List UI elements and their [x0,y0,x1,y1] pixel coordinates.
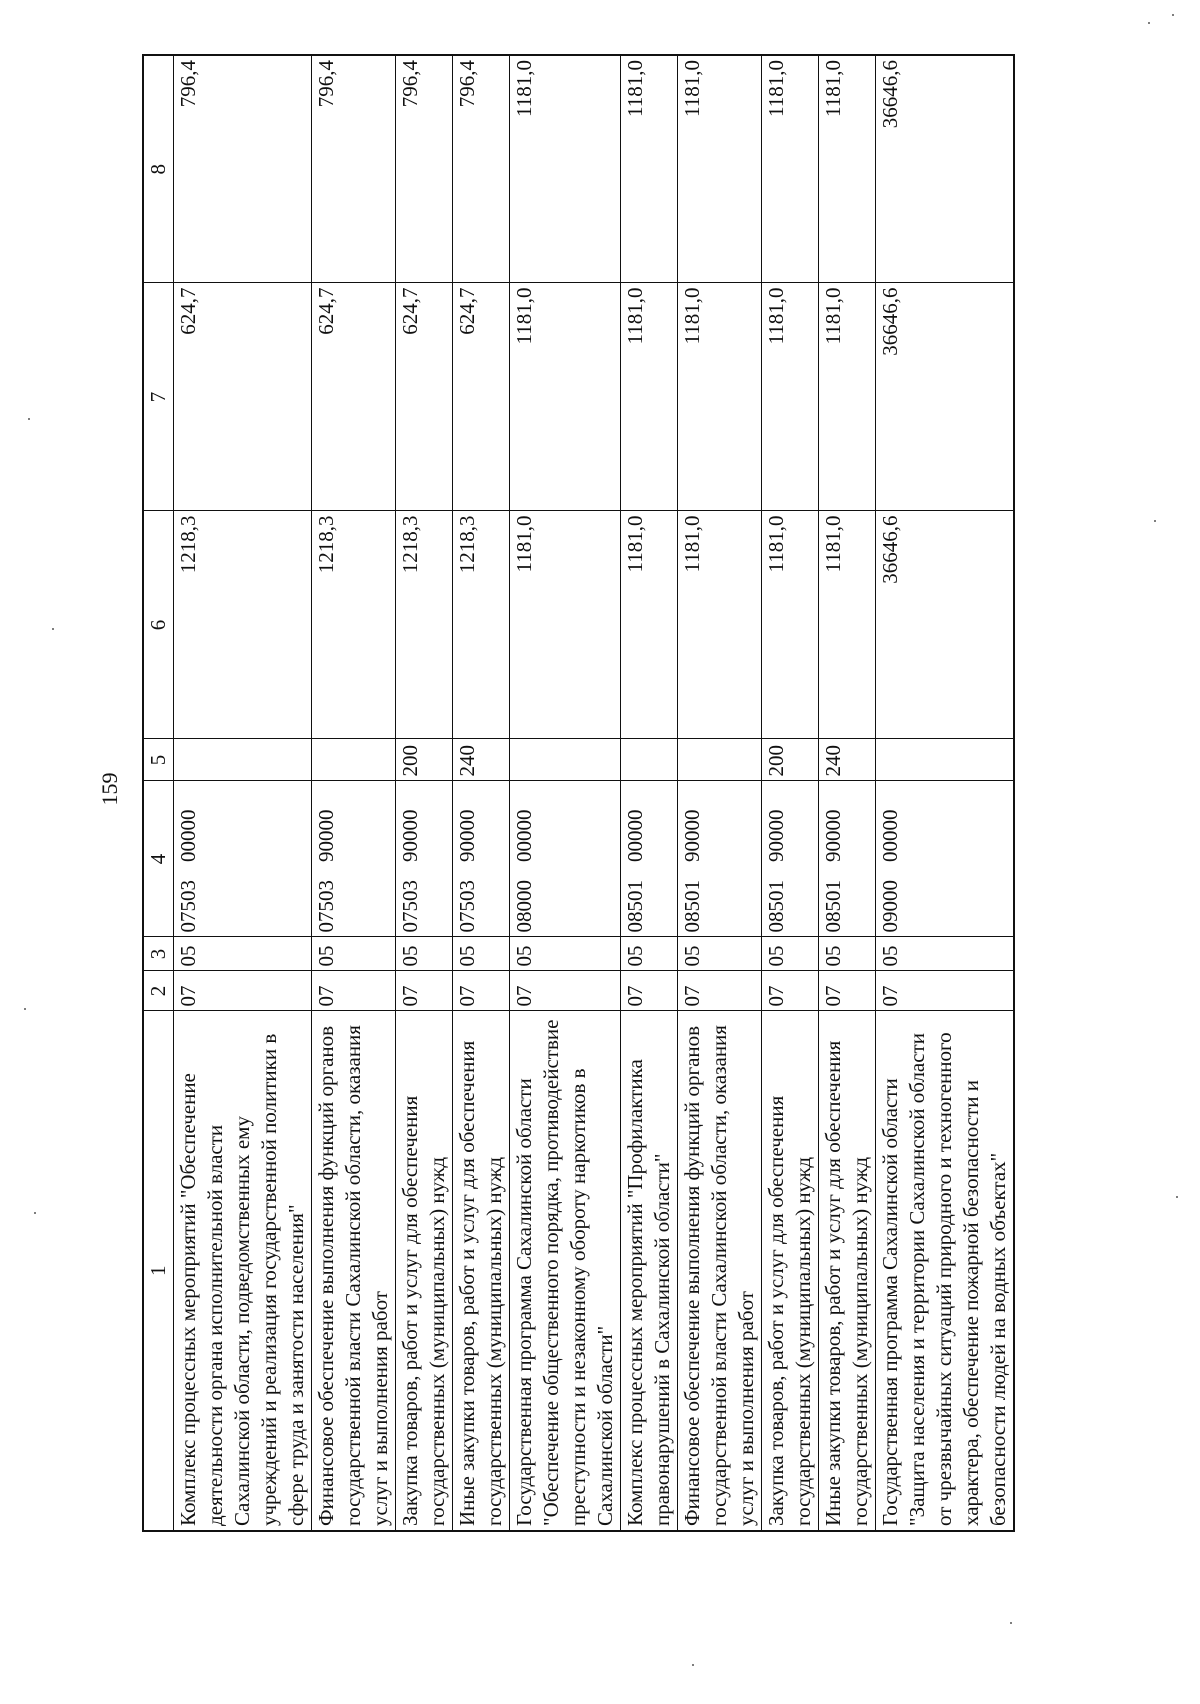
code-cell: 200 [396,739,453,781]
code-cell: 07 [876,971,1015,1011]
amount-cell: 1181,0 [819,55,876,283]
code-cell [876,781,1015,937]
header-cell: 3 [143,937,174,971]
target-article-subcode: 00000 [176,809,200,862]
table-row [396,55,453,1531]
code-cell: 05 [621,937,678,971]
name-cell: Иные закупки товаров, работ и услуг для обеспечения государственных (муниципальных) нужд [819,1011,876,1531]
code-cell: 05 [510,937,621,971]
target-article-subcode: 90000 [455,809,479,862]
name-cell: Комплекс процессных мероприятий "Обеспечение деятельности органа исполнительной власти Сахалинской области, подведомственных ему учреждений и реализация государственной политики в сфере труда и занятости населения" [174,1011,312,1531]
table-row [174,55,312,1531]
target-article-code: 07503 [176,880,200,933]
target-article-code: 07503 [314,880,338,933]
target-article-subcode: 90000 [821,809,845,862]
amount-cell: 1181,0 [510,283,621,511]
table-row [510,55,621,1531]
amount-cell: 36646,6 [876,511,1015,739]
code-cell: 07 [510,971,621,1011]
amount-cell: 796,4 [312,55,396,283]
amount-cell: 1181,0 [762,55,819,283]
code-cell: 200 [762,739,819,781]
budget-table [142,54,1015,1532]
code-cell: 05 [678,937,762,971]
target-article-code: 08501 [680,880,704,933]
amount-cell: 1181,0 [819,511,876,739]
target-article-subcode: 00000 [623,809,647,862]
target-article-subcode: 00000 [512,809,536,862]
amount-cell: 796,4 [174,55,312,283]
code-cell: 240 [819,739,876,781]
code-cell [174,739,312,781]
code-cell: 07 [453,971,510,1011]
code-cell: 07 [678,971,762,1011]
amount-cell: 1181,0 [621,283,678,511]
code-cell: 05 [819,937,876,971]
amount-cell: 1181,0 [510,55,621,283]
name-cell: Государственная программа Сахалинской области "Защита населения и территории Сахалинской области от чрезвычайных ситуаций природного и техногенного характера, обеспечение пожарной безопасности и безопасности людей на водных объектах" [876,1011,1015,1531]
target-article-subcode: 90000 [398,809,422,862]
amount-cell: 624,7 [312,283,396,511]
header-cell: 1 [143,1011,174,1531]
code-cell [312,781,396,937]
name-cell: Иные закупки товаров, работ и услуг для обеспечения государственных (муниципальных) нужд [453,1011,510,1531]
code-cell [396,781,453,937]
table-row [876,55,1015,1531]
code-cell [621,781,678,937]
code-cell: 05 [174,937,312,971]
code-cell: 07 [762,971,819,1011]
code-cell [819,781,876,937]
code-cell: 07 [621,971,678,1011]
amount-cell: 1181,0 [678,511,762,739]
table-row [762,55,819,1531]
header-cell: 6 [143,511,174,739]
name-cell: Закупка товаров, работ и услуг для обеспечения государственных (муниципальных) нужд [762,1011,819,1531]
target-article-subcode: 90000 [680,809,704,862]
amount-cell: 1218,3 [396,511,453,739]
amount-cell: 1218,3 [174,511,312,739]
amount-cell: 1181,0 [678,283,762,511]
name-cell: Комплекс процессных мероприятий "Профилактика правонарушений в Сахалинской области" [621,1011,678,1531]
amount-cell: 1181,0 [678,55,762,283]
target-article-code: 08501 [764,880,788,933]
amount-cell: 796,4 [396,55,453,283]
name-cell: Закупка товаров, работ и услуг для обеспечения государственных (муниципальных) нужд [396,1011,453,1531]
table-row [453,55,510,1531]
amount-cell: 624,7 [396,283,453,511]
amount-cell: 1181,0 [819,283,876,511]
target-article-code: 08501 [623,880,647,933]
code-cell [678,739,762,781]
code-cell [762,781,819,937]
target-article-code: 08501 [821,880,845,933]
code-cell [621,739,678,781]
rotated-table-wrapper [142,56,1010,1532]
target-article-code: 07503 [455,880,479,933]
header-cell: 4 [143,781,174,937]
code-cell: 05 [312,937,396,971]
header-cell: 8 [143,55,174,283]
target-article-subcode: 90000 [314,809,338,862]
amount-cell: 624,7 [174,283,312,511]
code-cell: 05 [396,937,453,971]
name-cell: Финансовое обеспечение выполнения функций органов государственной власти Сахалинской области, оказания услуг и выполнения работ [312,1011,396,1531]
code-cell [312,739,396,781]
amount-cell: 1181,0 [762,511,819,739]
amount-cell: 36646,6 [876,55,1015,283]
target-article-subcode: 00000 [878,809,902,862]
amount-cell: 36646,6 [876,283,1015,511]
header-cell: 7 [143,283,174,511]
amount-cell: 1181,0 [621,55,678,283]
amount-cell: 1218,3 [312,511,396,739]
code-cell: 07 [312,971,396,1011]
code-cell [510,739,621,781]
code-cell [510,781,621,937]
name-cell: Финансовое обеспечение выполнения функций органов государственной власти Сахалинской области, оказания услуг и выполнения работ [678,1011,762,1531]
code-cell [876,739,1015,781]
code-cell [174,781,312,937]
amount-cell: 1181,0 [762,283,819,511]
code-cell: 240 [453,739,510,781]
table-row [312,55,396,1531]
table-row [678,55,762,1531]
page-number: 159 [97,772,122,806]
code-cell: 07 [396,971,453,1011]
code-cell [678,781,762,937]
code-cell: 05 [762,937,819,971]
target-article-code: 08000 [512,880,536,933]
code-cell: 05 [876,937,1015,971]
header-cell: 2 [143,971,174,1011]
amount-cell: 796,4 [453,55,510,283]
amount-cell: 624,7 [453,283,510,511]
code-cell: 07 [819,971,876,1011]
code-cell: 07 [174,971,312,1011]
table-body [174,55,1015,1531]
target-article-code: 09000 [878,880,902,933]
target-article-code: 07503 [398,880,422,933]
target-article-subcode: 90000 [764,809,788,862]
name-cell: Государственная программа Сахалинской области "Обеспечение общественного порядка, противодействие преступности и незаконному обороту наркотиков в Сахалинской области" [510,1011,621,1531]
code-cell [453,781,510,937]
table-row [621,55,678,1531]
amount-cell: 1218,3 [453,511,510,739]
code-cell: 05 [453,937,510,971]
header-cell: 5 [143,739,174,781]
table-header [143,55,174,1531]
amount-cell: 1181,0 [621,511,678,739]
amount-cell: 1181,0 [510,511,621,739]
table-row [819,55,876,1531]
